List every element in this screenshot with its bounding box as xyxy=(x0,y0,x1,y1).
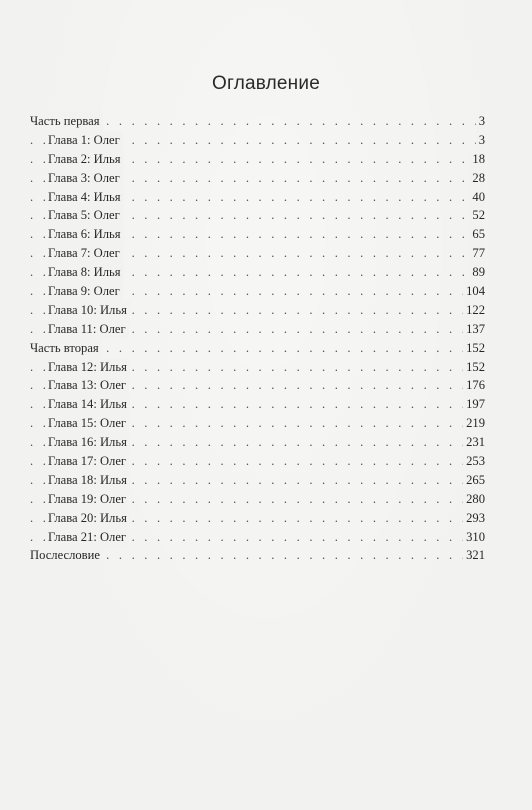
toc-entry-label: Глава 8: Илья xyxy=(48,263,124,282)
toc-page-number: 28 xyxy=(469,169,485,188)
toc-page-number: 104 xyxy=(463,282,485,301)
toc-chapter-entry xyxy=(0,263,532,282)
toc-entry-label: Глава 2: Илья xyxy=(48,150,124,169)
toc-page-number: 3 xyxy=(476,131,485,150)
toc-page-number: 18 xyxy=(469,150,485,169)
toc-page-number: 77 xyxy=(469,244,485,263)
toc-page-number: 293 xyxy=(463,509,485,528)
toc-chapter-entry xyxy=(0,414,532,433)
toc-page-number: 152 xyxy=(463,358,485,377)
toc-chapter-entry xyxy=(0,358,532,377)
toc-chapter-entry xyxy=(0,320,532,339)
page-title: Оглавление xyxy=(212,73,320,94)
toc-entry-label: Глава 15: Олег xyxy=(48,414,129,433)
toc-entry-label: Глава 9: Олег xyxy=(48,282,123,301)
toc-page-number: 137 xyxy=(463,320,485,339)
toc-chapter-entry xyxy=(0,206,532,225)
toc-entry-label: Глава 13: Олег xyxy=(48,376,129,395)
toc-page-number: 310 xyxy=(463,528,485,547)
toc-entry-label: Глава 5: Олег xyxy=(48,206,123,225)
toc-entry-label: Глава 1: Олег xyxy=(48,131,123,150)
toc-entry-label: Послесловие xyxy=(30,546,103,565)
toc-page-number: 197 xyxy=(463,395,485,414)
toc-part-entry xyxy=(0,339,532,358)
toc-entry-label: Глава 17: Олег xyxy=(48,452,129,471)
toc-entry-label: Глава 10: Илья xyxy=(48,301,130,320)
toc-chapter-entry xyxy=(0,225,532,244)
toc-page-number: 219 xyxy=(463,414,485,433)
toc-entry-label: Глава 16: Илья xyxy=(48,433,130,452)
toc-entry-label: Глава 12: Илья xyxy=(48,358,130,377)
toc-chapter-entry xyxy=(0,452,532,471)
toc-chapter-entry xyxy=(0,244,532,263)
toc-entry-label: Глава 11: Олег xyxy=(48,320,129,339)
toc-page-number: 40 xyxy=(469,188,485,207)
toc-page-number: 65 xyxy=(469,225,485,244)
toc-chapter-entry xyxy=(0,301,532,320)
toc-entry-label: Глава 7: Олег xyxy=(48,244,123,263)
toc-page-number: 122 xyxy=(463,301,485,320)
toc-page-number: 253 xyxy=(463,452,485,471)
toc-entry-label: Глава 21: Олег xyxy=(48,528,129,547)
toc-page-number: 321 xyxy=(463,546,485,565)
toc-chapter-entry xyxy=(0,528,532,547)
toc-chapter-entry xyxy=(0,169,532,188)
toc-page-number: 176 xyxy=(463,376,485,395)
toc-page-number: 231 xyxy=(463,433,485,452)
toc-page-number: 265 xyxy=(463,471,485,490)
toc-entry-label: Глава 19: Олег xyxy=(48,490,129,509)
toc-entry-label: Часть вторая xyxy=(30,339,102,358)
toc-chapter-entry xyxy=(0,433,532,452)
toc-entry-label: Глава 18: Илья xyxy=(48,471,130,490)
table-of-contents xyxy=(0,112,532,565)
toc-page-number: 152 xyxy=(463,339,485,358)
toc-chapter-entry xyxy=(0,471,532,490)
toc-chapter-entry xyxy=(0,282,532,301)
toc-chapter-entry xyxy=(0,188,532,207)
toc-entry-label: Глава 6: Илья xyxy=(48,225,124,244)
toc-part-entry xyxy=(0,112,532,131)
toc-chapter-entry xyxy=(0,131,532,150)
toc-part-entry xyxy=(0,546,532,565)
toc-chapter-entry xyxy=(0,509,532,528)
toc-page-number: 52 xyxy=(469,206,485,225)
toc-chapter-entry xyxy=(0,376,532,395)
toc-page-number: 3 xyxy=(476,112,485,131)
toc-entry-label: Глава 3: Олег xyxy=(48,169,123,188)
toc-chapter-entry xyxy=(0,150,532,169)
toc-entry-label: Часть первая xyxy=(30,112,103,131)
toc-page-number: 89 xyxy=(469,263,485,282)
toc-chapter-entry xyxy=(0,395,532,414)
toc-chapter-entry xyxy=(0,490,532,509)
toc-entry-label: Глава 14: Илья xyxy=(48,395,130,414)
toc-entry-label: Глава 4: Илья xyxy=(48,188,124,207)
toc-entry-label: Глава 20: Илья xyxy=(48,509,130,528)
toc-page-number: 280 xyxy=(463,490,485,509)
